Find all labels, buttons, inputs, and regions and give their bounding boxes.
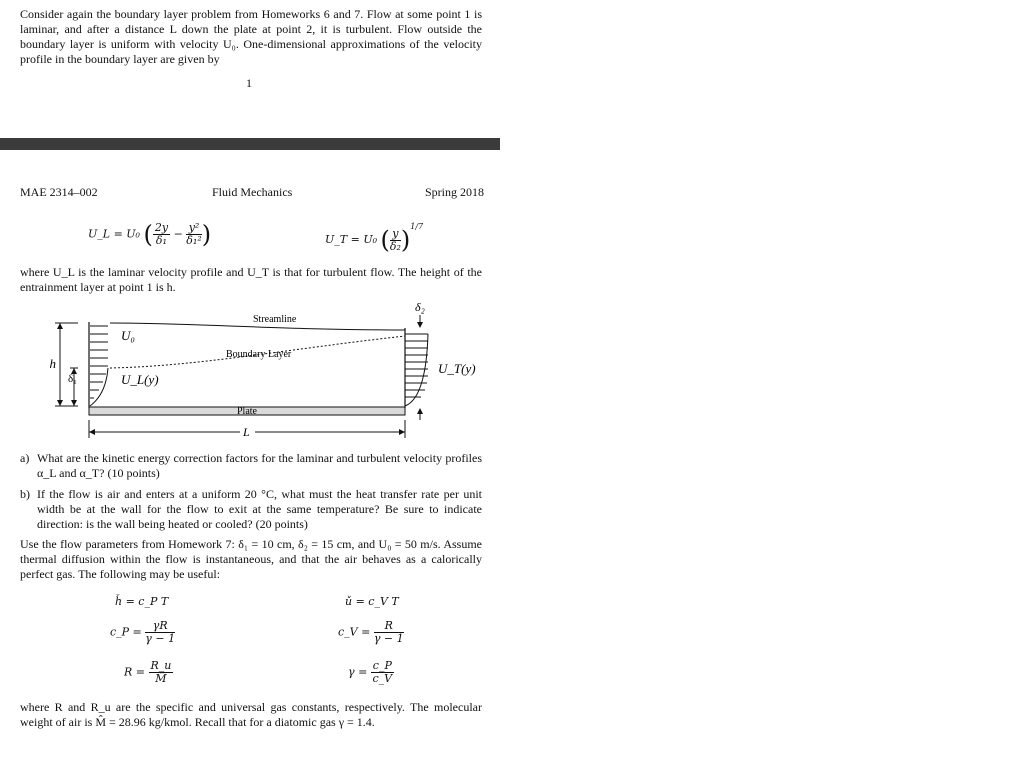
internal-energy-formula: ǔ = c_V T xyxy=(345,595,399,608)
cv-lhs: c_V = xyxy=(338,625,371,639)
page-divider xyxy=(0,138,500,150)
streamline-label: Streamline xyxy=(253,314,297,325)
laminar-num1: 2y xyxy=(154,221,169,234)
turbulent-equation: U_T = U₀ ( $\frac{y}{\text{δ₂}}$ )$^{1/7}$ xyxy=(325,222,424,254)
delta1-label: δ₁ xyxy=(68,373,78,385)
enthalpy-formula: ȟ = c_P T xyxy=(115,595,169,608)
question-b-text: If the flow is air and enters at a uniform 20 °C, what must the heat transfer rate per unit width be at the wall for the flow to exit at the same temperature? Be sure to indicate direction: is the wall being heated or cooled? (20 points) xyxy=(37,487,482,531)
r-den: M̂ xyxy=(155,672,167,685)
term-label: Spring 2018 xyxy=(425,185,485,199)
turbulent-den: δ₂ xyxy=(389,239,401,253)
cp-num: γR xyxy=(145,620,175,633)
gamma-den: c_V xyxy=(372,672,393,685)
intro-paragraph: Consider again the boundary layer problem from Homeworks 6 and 7. Flow at some point 1 is laminar, and after a distance L down the plate at point 2, it is turbulent. Flow outside the boundary layer is uniform with velocity U₀. One-dimensional approximations of the velocity profile in the boundary layer are given by xyxy=(20,7,482,66)
ul-label: U_L(y) xyxy=(121,372,159,387)
cp-formula xyxy=(110,620,175,645)
gas-constant-formula xyxy=(124,660,173,685)
question-a-text: What are the kinetic energy correction factors for the laminar and turbulent velocity profiles α_L and α_T? (10 points) xyxy=(37,451,482,480)
parameters-paragraph: Use the flow parameters from Homework 7: δ₁ = 10 cm, δ₂ = 15 cm, and U₀ = 50 m/s. Assume thermal diffusion within the flow is instantaneous, and that the air behaves as a calorically perfect gas. The following may be useful: xyxy=(20,537,482,581)
cp-lhs: c_P = xyxy=(110,625,142,639)
cv-den: γ − 1 xyxy=(373,632,404,645)
gamma-lhs: γ = xyxy=(348,665,368,679)
inlet-velocity-arrows xyxy=(90,326,108,406)
cp-den: γ − 1 xyxy=(145,632,176,645)
course-code: MAE 2314–002 xyxy=(20,185,98,199)
laminar-den1: δ₁ xyxy=(155,234,167,247)
question-a-label: a) xyxy=(20,451,30,465)
laminar-equation: U_L = U₀ ( $\frac{2y}{\text{δ₁}}$ − $\frac{\text{y²}}{\text{δ₁²}}$ ) xyxy=(88,220,212,249)
subject-title: Fluid Mechanics xyxy=(212,185,293,199)
cv-num: R xyxy=(374,620,404,633)
page-number: 1 xyxy=(246,76,252,90)
r-lhs: R = xyxy=(124,665,145,679)
gamma-num: c_P xyxy=(372,659,392,672)
question-b xyxy=(20,487,482,532)
boundary-layer-label: Boundary Layer xyxy=(226,349,292,360)
gamma-formula xyxy=(348,660,394,685)
ut-label: U_T(y) xyxy=(438,361,476,376)
question-a xyxy=(20,451,482,481)
length-label: L xyxy=(243,425,250,439)
turbulent-lhs: U_T = U₀ xyxy=(325,233,377,246)
plate-label: Plate xyxy=(237,406,257,417)
turbulent-num: y xyxy=(390,228,401,241)
u0-label: U₀ xyxy=(121,328,135,343)
where-paragraph: where U_L is the laminar velocity profile and U_T is that for turbulent flow. The height of the entrainment layer at point 1 is h. xyxy=(20,265,482,294)
laminar-lhs: U_L = U₀ xyxy=(88,227,140,241)
turbulent-exponent: 1/7 xyxy=(410,222,424,231)
laminar-den2: δ₁² xyxy=(186,234,202,247)
boundary-layer-diagram xyxy=(0,298,500,443)
closing-paragraph: where R and R_u are the specific and universal gas constants, respectively. The molecular weight of air is M̂ = 28.96 kg/kmol. Recall that for a diatomic gas γ = 1.4. xyxy=(20,700,482,729)
delta2-label: δ₂ xyxy=(415,300,425,314)
laminar-num2: y² xyxy=(186,222,201,235)
cv-formula xyxy=(338,620,404,645)
question-b-label: b) xyxy=(20,487,30,501)
outlet-velocity-arrows xyxy=(405,334,428,406)
h-label: h xyxy=(49,356,56,371)
laminar-minus: − xyxy=(173,227,183,241)
r-num: R_u xyxy=(150,659,172,672)
